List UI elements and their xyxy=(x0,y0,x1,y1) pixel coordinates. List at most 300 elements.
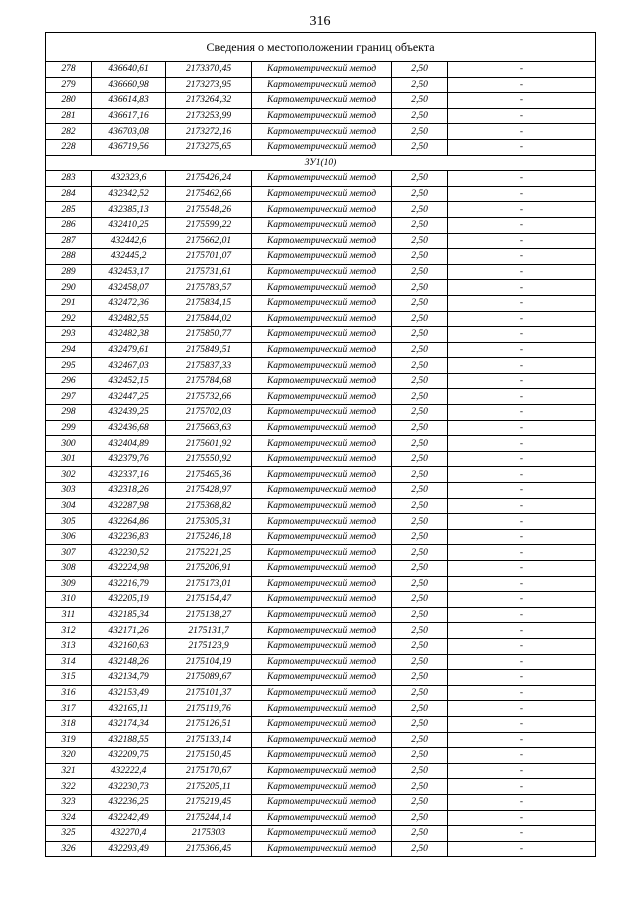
description-cell: - xyxy=(448,779,596,795)
method-cell: Картометрический метод xyxy=(252,405,392,421)
precision-cell: 2,50 xyxy=(392,748,448,764)
point-number-cell: 322 xyxy=(46,779,92,795)
method-cell: Картометрический метод xyxy=(252,451,392,467)
precision-cell: 2,50 xyxy=(392,498,448,514)
coord-y-cell: 2175599,22 xyxy=(166,217,252,233)
point-number-cell: 293 xyxy=(46,327,92,343)
description-cell: - xyxy=(448,108,596,124)
point-number-cell: 321 xyxy=(46,763,92,779)
point-number-cell: 301 xyxy=(46,451,92,467)
precision-cell: 2,50 xyxy=(392,62,448,78)
point-number-cell: 311 xyxy=(46,607,92,623)
coord-x-cell: 432287,98 xyxy=(92,498,166,514)
description-cell: - xyxy=(448,763,596,779)
point-number-cell: 324 xyxy=(46,810,92,826)
coord-y-cell: 2175428,97 xyxy=(166,483,252,499)
coord-y-cell: 2175246,18 xyxy=(166,529,252,545)
method-cell: Картометрический метод xyxy=(252,108,392,124)
coord-y-cell: 2175104,19 xyxy=(166,654,252,670)
table-row xyxy=(46,514,596,530)
table-row xyxy=(46,405,596,421)
coord-x-cell: 432318,26 xyxy=(92,483,166,499)
coord-x-cell: 432216,79 xyxy=(92,576,166,592)
coord-y-cell: 2175601,92 xyxy=(166,436,252,452)
precision-cell: 2,50 xyxy=(392,763,448,779)
precision-cell: 2,50 xyxy=(392,217,448,233)
method-cell: Картометрический метод xyxy=(252,607,392,623)
table-row xyxy=(46,124,596,140)
coord-x-cell: 436703,08 xyxy=(92,124,166,140)
coord-x-cell: 432230,52 xyxy=(92,545,166,561)
method-cell: Картометрический метод xyxy=(252,436,392,452)
precision-cell: 2,50 xyxy=(392,77,448,93)
description-cell: - xyxy=(448,794,596,810)
coord-y-cell: 2175701,07 xyxy=(166,249,252,265)
coord-x-cell: 432482,38 xyxy=(92,327,166,343)
coord-y-cell: 2175150,45 xyxy=(166,748,252,764)
coord-y-cell: 2175844,02 xyxy=(166,311,252,327)
point-number-cell: 289 xyxy=(46,264,92,280)
table-row xyxy=(46,607,596,623)
point-number-cell: 279 xyxy=(46,77,92,93)
table-row xyxy=(46,779,596,795)
description-cell: - xyxy=(448,545,596,561)
method-cell: Картометрический метод xyxy=(252,810,392,826)
coord-x-cell: 432153,49 xyxy=(92,685,166,701)
description-cell: - xyxy=(448,576,596,592)
coord-y-cell: 2175850,77 xyxy=(166,327,252,343)
coord-x-cell: 432342,52 xyxy=(92,186,166,202)
table-row xyxy=(46,701,596,717)
coord-y-cell: 2175173,01 xyxy=(166,576,252,592)
coord-y-cell: 2173264,32 xyxy=(166,93,252,109)
description-cell: - xyxy=(448,124,596,140)
precision-cell: 2,50 xyxy=(392,794,448,810)
precision-cell: 2,50 xyxy=(392,93,448,109)
point-number-cell: 325 xyxy=(46,826,92,842)
method-cell: Картометрический метод xyxy=(252,389,392,405)
method-cell: Картометрический метод xyxy=(252,202,392,218)
table-row xyxy=(46,280,596,296)
table-row xyxy=(46,139,596,155)
coord-y-cell: 2173273,95 xyxy=(166,77,252,93)
description-cell: - xyxy=(448,139,596,155)
point-number-cell: 303 xyxy=(46,483,92,499)
table-row xyxy=(46,327,596,343)
coord-y-cell: 2175119,76 xyxy=(166,701,252,717)
precision-cell: 2,50 xyxy=(392,592,448,608)
coord-x-cell: 432236,25 xyxy=(92,794,166,810)
table-row xyxy=(46,561,596,577)
coord-y-cell: 2175219,45 xyxy=(166,794,252,810)
section-row xyxy=(46,155,596,171)
table-row xyxy=(46,217,596,233)
method-cell: Картометрический метод xyxy=(252,561,392,577)
method-cell: Картометрический метод xyxy=(252,171,392,187)
coord-x-cell: 432224,98 xyxy=(92,561,166,577)
method-cell: Картометрический метод xyxy=(252,327,392,343)
description-cell: - xyxy=(448,810,596,826)
description-cell: - xyxy=(448,358,596,374)
coord-x-cell: 432404,89 xyxy=(92,436,166,452)
table-row xyxy=(46,62,596,78)
point-number-cell: 317 xyxy=(46,701,92,717)
point-number-cell: 307 xyxy=(46,545,92,561)
coord-y-cell: 2175138,27 xyxy=(166,607,252,623)
method-cell: Картометрический метод xyxy=(252,623,392,639)
table-row xyxy=(46,451,596,467)
precision-cell: 2,50 xyxy=(392,295,448,311)
coord-x-cell: 432442,6 xyxy=(92,233,166,249)
coord-x-cell: 432447,25 xyxy=(92,389,166,405)
coord-x-cell: 432467,03 xyxy=(92,358,166,374)
description-cell: - xyxy=(448,436,596,452)
description-cell: - xyxy=(448,529,596,545)
table-body xyxy=(46,33,596,857)
method-cell: Картометрический метод xyxy=(252,483,392,499)
method-cell: Картометрический метод xyxy=(252,545,392,561)
precision-cell: 2,50 xyxy=(392,561,448,577)
coord-y-cell: 2175662,01 xyxy=(166,233,252,249)
precision-cell: 2,50 xyxy=(392,514,448,530)
precision-cell: 2,50 xyxy=(392,810,448,826)
point-number-cell: 291 xyxy=(46,295,92,311)
precision-cell: 2,50 xyxy=(392,373,448,389)
description-cell: - xyxy=(448,93,596,109)
description-cell: - xyxy=(448,685,596,701)
description-cell: - xyxy=(448,186,596,202)
coord-y-cell: 2175305,31 xyxy=(166,514,252,530)
coord-x-cell: 432410,25 xyxy=(92,217,166,233)
coord-x-cell: 436614,83 xyxy=(92,93,166,109)
table-row xyxy=(46,186,596,202)
description-cell: - xyxy=(448,514,596,530)
description-cell: - xyxy=(448,62,596,78)
coord-y-cell: 2175123,9 xyxy=(166,638,252,654)
point-number-cell: 312 xyxy=(46,623,92,639)
precision-cell: 2,50 xyxy=(392,108,448,124)
table-row xyxy=(46,545,596,561)
description-cell: - xyxy=(448,217,596,233)
table-row xyxy=(46,748,596,764)
coord-x-cell: 432242,49 xyxy=(92,810,166,826)
method-cell: Картометрический метод xyxy=(252,748,392,764)
precision-cell: 2,50 xyxy=(392,529,448,545)
description-cell: - xyxy=(448,654,596,670)
coord-y-cell: 2175205,11 xyxy=(166,779,252,795)
precision-cell: 2,50 xyxy=(392,405,448,421)
coord-x-cell: 432482,55 xyxy=(92,311,166,327)
coord-y-cell: 2175663,63 xyxy=(166,420,252,436)
coord-x-cell: 432205,19 xyxy=(92,592,166,608)
point-number-cell: 290 xyxy=(46,280,92,296)
point-number-cell: 300 xyxy=(46,436,92,452)
method-cell: Картометрический метод xyxy=(252,249,392,265)
coord-x-cell: 432174,34 xyxy=(92,716,166,732)
method-cell: Картометрический метод xyxy=(252,654,392,670)
point-number-cell: 286 xyxy=(46,217,92,233)
table-row xyxy=(46,467,596,483)
coord-y-cell: 2175170,67 xyxy=(166,763,252,779)
coord-x-cell: 432222,4 xyxy=(92,763,166,779)
description-cell: - xyxy=(448,638,596,654)
point-number-cell: 280 xyxy=(46,93,92,109)
method-cell: Картометрический метод xyxy=(252,186,392,202)
point-number-cell: 315 xyxy=(46,670,92,686)
description-cell: - xyxy=(448,716,596,732)
precision-cell: 2,50 xyxy=(392,779,448,795)
method-cell: Картометрический метод xyxy=(252,420,392,436)
precision-cell: 2,50 xyxy=(392,124,448,140)
precision-cell: 2,50 xyxy=(392,249,448,265)
coord-x-cell: 432479,61 xyxy=(92,342,166,358)
point-number-cell: 310 xyxy=(46,592,92,608)
description-cell: - xyxy=(448,420,596,436)
table-row xyxy=(46,826,596,842)
coord-x-cell: 432337,16 xyxy=(92,467,166,483)
description-cell: - xyxy=(448,311,596,327)
method-cell: Картометрический метод xyxy=(252,670,392,686)
description-cell: - xyxy=(448,264,596,280)
method-cell: Картометрический метод xyxy=(252,576,392,592)
method-cell: Картометрический метод xyxy=(252,467,392,483)
table-row xyxy=(46,249,596,265)
table-row xyxy=(46,233,596,249)
table-row xyxy=(46,623,596,639)
method-cell: Картометрический метод xyxy=(252,529,392,545)
table-row xyxy=(46,529,596,545)
precision-cell: 2,50 xyxy=(392,654,448,670)
table-row xyxy=(46,732,596,748)
point-number-cell: 314 xyxy=(46,654,92,670)
point-number-cell: 319 xyxy=(46,732,92,748)
precision-cell: 2,50 xyxy=(392,171,448,187)
description-cell: - xyxy=(448,389,596,405)
coord-x-cell: 432160,63 xyxy=(92,638,166,654)
precision-cell: 2,50 xyxy=(392,202,448,218)
point-number-cell: 292 xyxy=(46,311,92,327)
point-number-cell: 304 xyxy=(46,498,92,514)
point-number-cell: 298 xyxy=(46,405,92,421)
point-number-cell: 309 xyxy=(46,576,92,592)
method-cell: Картометрический метод xyxy=(252,716,392,732)
method-cell: Картометрический метод xyxy=(252,264,392,280)
description-cell: - xyxy=(448,171,596,187)
description-cell: - xyxy=(448,295,596,311)
precision-cell: 2,50 xyxy=(392,139,448,155)
precision-cell: 2,50 xyxy=(392,576,448,592)
point-number-cell: 313 xyxy=(46,638,92,654)
coord-x-cell: 432445,2 xyxy=(92,249,166,265)
coord-x-cell: 432323,6 xyxy=(92,171,166,187)
table-row xyxy=(46,436,596,452)
point-number-cell: 287 xyxy=(46,233,92,249)
table-row xyxy=(46,763,596,779)
precision-cell: 2,50 xyxy=(392,841,448,857)
precision-cell: 2,50 xyxy=(392,545,448,561)
method-cell: Картометрический метод xyxy=(252,342,392,358)
method-cell: Картометрический метод xyxy=(252,498,392,514)
coord-y-cell: 2175221,25 xyxy=(166,545,252,561)
precision-cell: 2,50 xyxy=(392,389,448,405)
coord-y-cell: 2175849,51 xyxy=(166,342,252,358)
method-cell: Картометрический метод xyxy=(252,358,392,374)
precision-cell: 2,50 xyxy=(392,451,448,467)
method-cell: Картометрический метод xyxy=(252,701,392,717)
table-row xyxy=(46,77,596,93)
coord-x-cell: 432134,79 xyxy=(92,670,166,686)
description-cell: - xyxy=(448,483,596,499)
coord-y-cell: 2175131,7 xyxy=(166,623,252,639)
precision-cell: 2,50 xyxy=(392,420,448,436)
precision-cell: 2,50 xyxy=(392,280,448,296)
precision-cell: 2,50 xyxy=(392,358,448,374)
description-cell: - xyxy=(448,701,596,717)
coord-x-cell: 432453,17 xyxy=(92,264,166,280)
coord-x-cell: 432293,49 xyxy=(92,841,166,857)
precision-cell: 2,50 xyxy=(392,685,448,701)
precision-cell: 2,50 xyxy=(392,716,448,732)
point-number-cell: 228 xyxy=(46,139,92,155)
method-cell: Картометрический метод xyxy=(252,139,392,155)
method-cell: Картометрический метод xyxy=(252,62,392,78)
description-cell: - xyxy=(448,670,596,686)
method-cell: Картометрический метод xyxy=(252,794,392,810)
table-row xyxy=(46,202,596,218)
description-cell: - xyxy=(448,748,596,764)
coord-x-cell: 432236,83 xyxy=(92,529,166,545)
boundary-table xyxy=(45,32,596,857)
table-row xyxy=(46,670,596,686)
coord-x-cell: 432436,68 xyxy=(92,420,166,436)
coord-x-cell: 432385,13 xyxy=(92,202,166,218)
point-number-cell: 297 xyxy=(46,389,92,405)
precision-cell: 2,50 xyxy=(392,732,448,748)
point-number-cell: 283 xyxy=(46,171,92,187)
coord-y-cell: 2175783,57 xyxy=(166,280,252,296)
coord-x-cell: 432439,25 xyxy=(92,405,166,421)
method-cell: Картометрический метод xyxy=(252,732,392,748)
coord-x-cell: 436660,98 xyxy=(92,77,166,93)
table-header-row xyxy=(46,33,596,62)
coord-x-cell: 436719,56 xyxy=(92,139,166,155)
description-cell: - xyxy=(448,233,596,249)
point-number-cell: 282 xyxy=(46,124,92,140)
table-row xyxy=(46,420,596,436)
page-number: 316 xyxy=(309,14,331,29)
description-cell: - xyxy=(448,77,596,93)
coord-y-cell: 2175133,14 xyxy=(166,732,252,748)
method-cell: Картометрический метод xyxy=(252,311,392,327)
table-row xyxy=(46,685,596,701)
point-number-cell: 295 xyxy=(46,358,92,374)
coord-y-cell: 2175426,24 xyxy=(166,171,252,187)
point-number-cell: 320 xyxy=(46,748,92,764)
coord-x-cell: 436617,16 xyxy=(92,108,166,124)
description-cell: - xyxy=(448,732,596,748)
method-cell: Картометрический метод xyxy=(252,77,392,93)
method-cell: Картометрический метод xyxy=(252,295,392,311)
method-cell: Картометрический метод xyxy=(252,280,392,296)
point-number-cell: 318 xyxy=(46,716,92,732)
coord-x-cell: 432188,55 xyxy=(92,732,166,748)
coord-y-cell: 2175368,82 xyxy=(166,498,252,514)
coord-y-cell: 2173253,99 xyxy=(166,108,252,124)
description-cell: - xyxy=(448,342,596,358)
coord-x-cell: 432264,86 xyxy=(92,514,166,530)
point-number-cell: 316 xyxy=(46,685,92,701)
method-cell: Картометрический метод xyxy=(252,638,392,654)
description-cell: - xyxy=(448,498,596,514)
coord-x-cell: 432171,26 xyxy=(92,623,166,639)
table-row xyxy=(46,389,596,405)
precision-cell: 2,50 xyxy=(392,342,448,358)
coord-x-cell: 432230,73 xyxy=(92,779,166,795)
coord-x-cell: 432379,76 xyxy=(92,451,166,467)
method-cell: Картометрический метод xyxy=(252,592,392,608)
coord-x-cell: 432165,11 xyxy=(92,701,166,717)
coord-y-cell: 2175154,47 xyxy=(166,592,252,608)
method-cell: Картометрический метод xyxy=(252,826,392,842)
coord-y-cell: 2175206,91 xyxy=(166,561,252,577)
point-number-cell: 308 xyxy=(46,561,92,577)
point-number-cell: 306 xyxy=(46,529,92,545)
precision-cell: 2,50 xyxy=(392,436,448,452)
description-cell: - xyxy=(448,249,596,265)
precision-cell: 2,50 xyxy=(392,670,448,686)
method-cell: Картометрический метод xyxy=(252,233,392,249)
coord-y-cell: 2175837,33 xyxy=(166,358,252,374)
method-cell: Картометрический метод xyxy=(252,217,392,233)
coord-y-cell: 2175366,45 xyxy=(166,841,252,857)
point-number-cell: 288 xyxy=(46,249,92,265)
coord-y-cell: 2173370,45 xyxy=(166,62,252,78)
point-number-cell: 326 xyxy=(46,841,92,857)
point-number-cell: 281 xyxy=(46,108,92,124)
precision-cell: 2,50 xyxy=(392,264,448,280)
table-row xyxy=(46,638,596,654)
table-row xyxy=(46,358,596,374)
coord-y-cell: 2175702,03 xyxy=(166,405,252,421)
coord-y-cell: 2175089,67 xyxy=(166,670,252,686)
coord-x-cell: 432209,75 xyxy=(92,748,166,764)
table-row xyxy=(46,93,596,109)
precision-cell: 2,50 xyxy=(392,467,448,483)
method-cell: Картометрический метод xyxy=(252,373,392,389)
coord-y-cell: 2173272,16 xyxy=(166,124,252,140)
description-cell: - xyxy=(448,592,596,608)
coord-y-cell: 2175126,51 xyxy=(166,716,252,732)
description-cell: - xyxy=(448,202,596,218)
method-cell: Картометрический метод xyxy=(252,93,392,109)
precision-cell: 2,50 xyxy=(392,701,448,717)
description-cell: - xyxy=(448,405,596,421)
coord-y-cell: 2175548,26 xyxy=(166,202,252,218)
point-number-cell: 305 xyxy=(46,514,92,530)
method-cell: Картометрический метод xyxy=(252,685,392,701)
coord-y-cell: 2175244,14 xyxy=(166,810,252,826)
coord-y-cell: 2175784,68 xyxy=(166,373,252,389)
table-row xyxy=(46,311,596,327)
table-row xyxy=(46,654,596,670)
precision-cell: 2,50 xyxy=(392,623,448,639)
description-cell: - xyxy=(448,373,596,389)
precision-cell: 2,50 xyxy=(392,638,448,654)
point-number-cell: 323 xyxy=(46,794,92,810)
coord-x-cell: 436640,61 xyxy=(92,62,166,78)
table-row xyxy=(46,108,596,124)
description-cell: - xyxy=(448,280,596,296)
